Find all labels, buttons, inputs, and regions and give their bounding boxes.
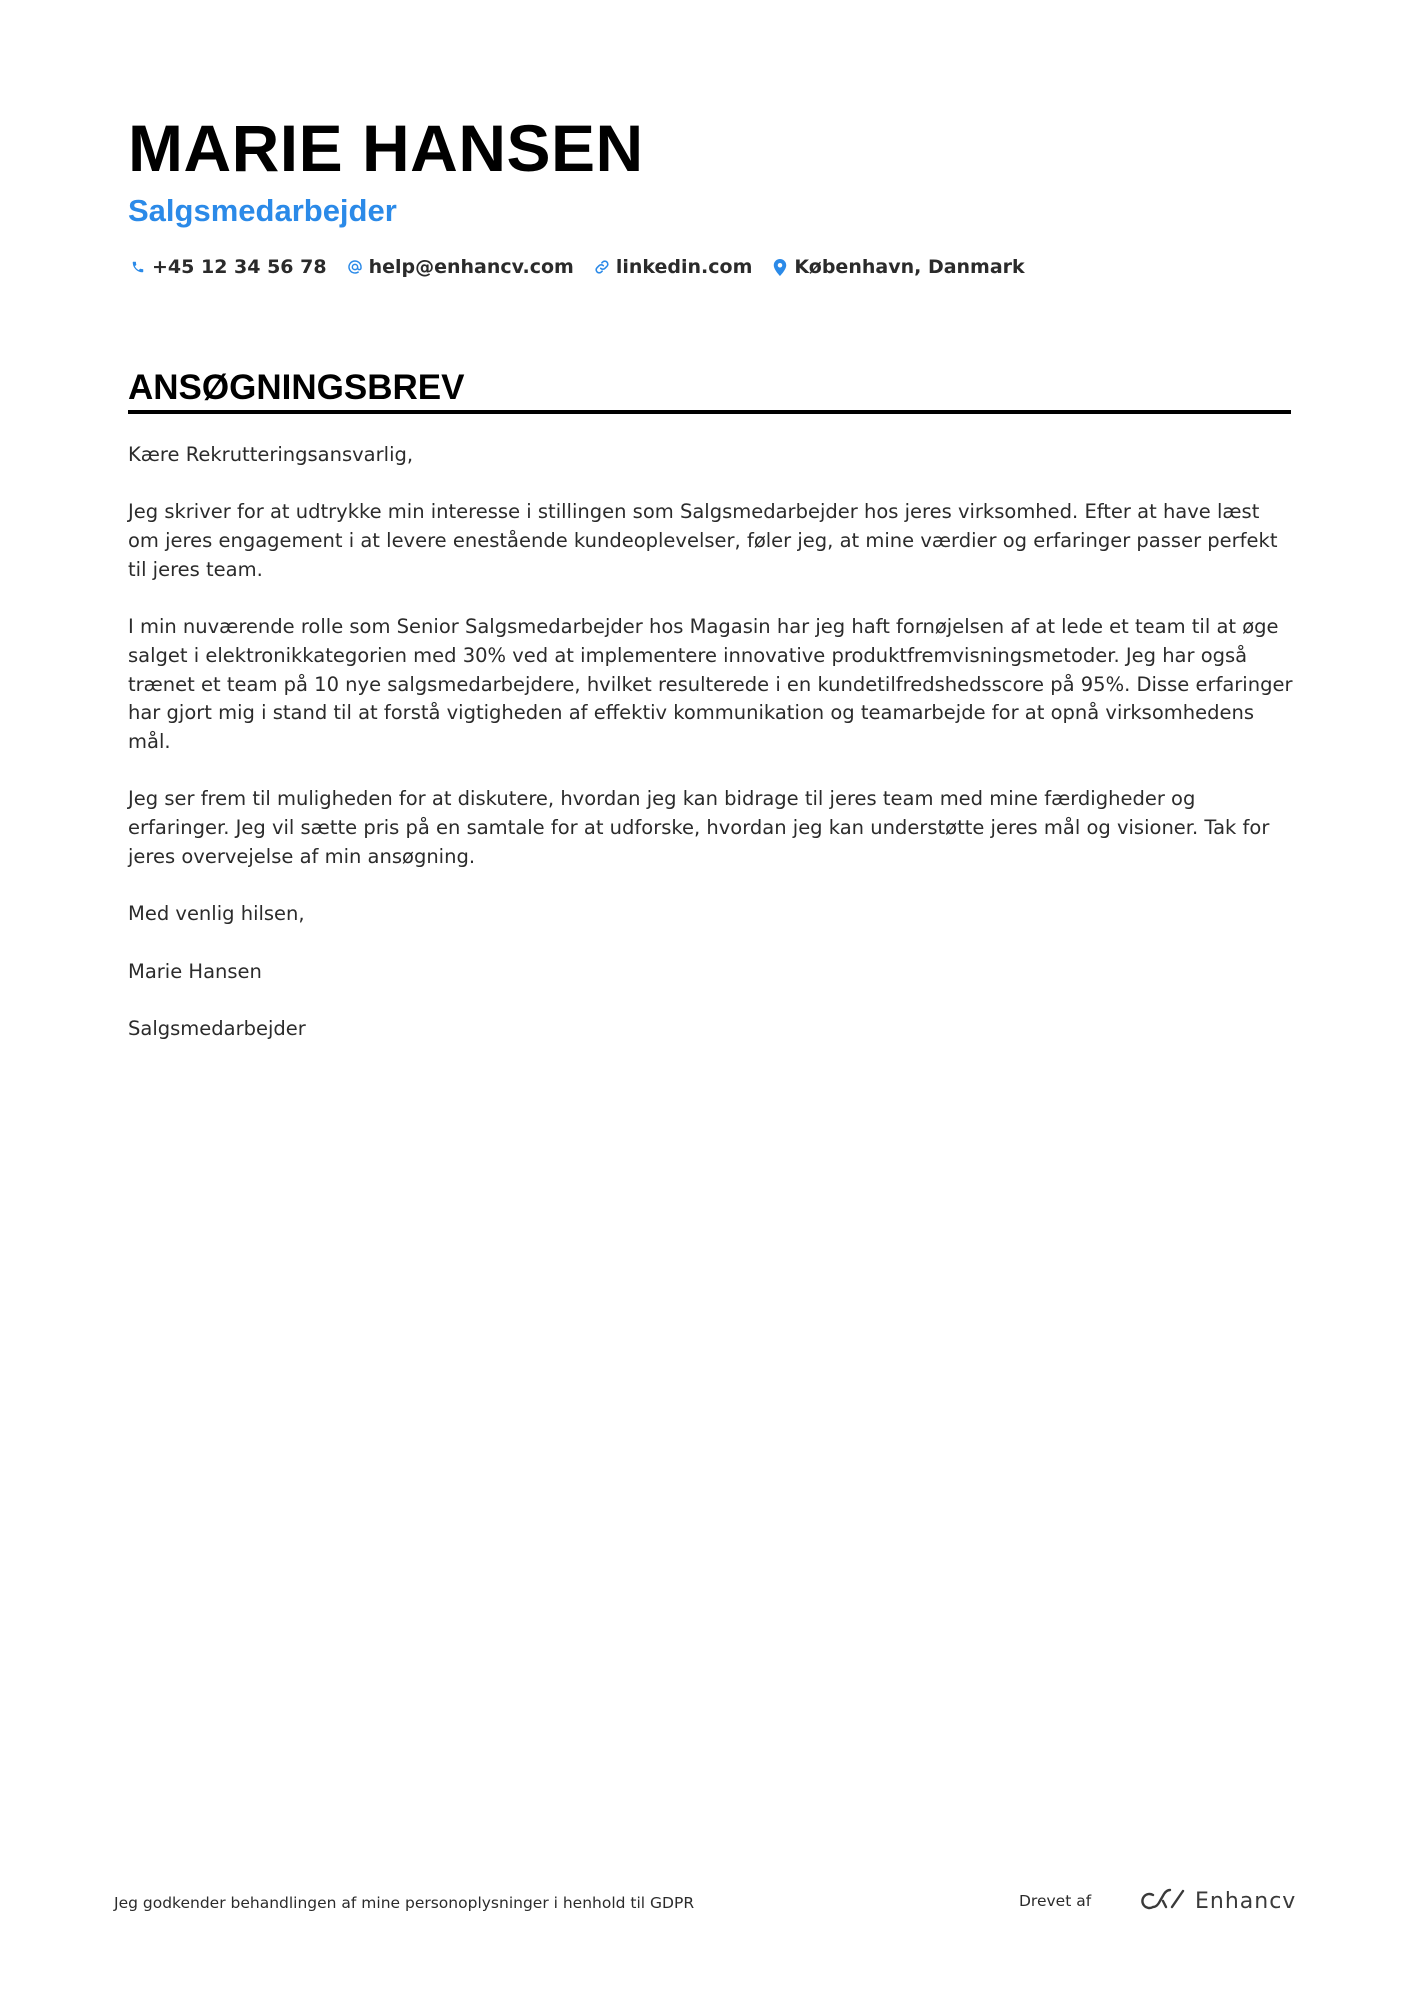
section-divider	[128, 410, 1291, 414]
signature-name: Marie Hansen	[128, 959, 262, 983]
contact-email-text[interactable]: help@enhancv.com	[368, 256, 574, 278]
contact-location-text: København, Danmark	[794, 256, 1025, 278]
enhancv-brand[interactable]	[1139, 1888, 1296, 1914]
powered-by-text: Drevet af	[1019, 1892, 1092, 1910]
section-title: ANSØGNINGSBREV	[128, 368, 465, 407]
at-icon	[345, 257, 365, 277]
contact-info-row	[128, 252, 1043, 282]
enhancv-logo-icon	[1139, 1888, 1187, 1914]
contact-linkedin[interactable]	[592, 256, 753, 278]
applicant-job-title: Salgsmedarbejder	[128, 193, 397, 228]
contact-email[interactable]	[345, 256, 574, 278]
letter-paragraph: Jeg skriver for at udtrykke min interesse i stillingen som Salgsmedarbejder hos jeres virksomhed. Efter at have læst om jeres engagement i at levere enestående kundeoplevelser, føler jeg, at mine værdier og erfaringer passer perfekt til jeres team.	[128, 500, 1278, 581]
letter-body	[128, 441, 1296, 1072]
signature-title: Salgsmedarbejder	[128, 1016, 306, 1040]
link-icon	[592, 257, 612, 277]
letter-paragraph: I min nuværende rolle som Senior Salgsmedarbejder hos Magasin har jeg haft fornøjelsen af at lede et team til at øge salget i elektronikkategorien med 30% ved at implementere innovative produktfremvisningsmetoder. Jeg har også trænet et team på 10 nye salgsmedarbejdere, hvilket resulterede i en kundetilfredshedsscore på 95%. Disse erfaringer har gjort mig i stand til at forstå vigtigheden af effektiv kommunikation og teamarbejde for at opnå virksomhedens mål.	[128, 615, 1293, 753]
applicant-name: MARIE HANSEN	[128, 111, 644, 185]
gdpr-consent-text: Jeg godkender behandlingen af mine personoplysninger i henhold til GDPR	[114, 1894, 695, 1912]
phone-icon	[128, 257, 148, 277]
contact-location	[770, 256, 1024, 278]
location-pin-icon	[770, 257, 790, 277]
enhancv-brand-name: Enhancv	[1195, 1888, 1297, 1914]
contact-linkedin-text[interactable]: linkedin.com	[615, 256, 753, 278]
letter-paragraph: Jeg ser frem til muligheden for at diskutere, hvordan jeg kan bidrage til jeres team med mine færdigheder og erfaringer. Jeg vil sætte pris på en samtale for at udforske, hvordan jeg kan understøtte jeres mål og visioner. Tak for jeres overvejelse af min ansøgning.	[128, 787, 1270, 868]
contact-phone	[128, 256, 327, 278]
letter-closing: Med venlig hilsen,	[128, 902, 305, 926]
letter-greeting: Kære Rekrutteringsansvarlig,	[128, 443, 414, 466]
contact-phone-text: +45 12 34 56 78	[152, 256, 327, 278]
